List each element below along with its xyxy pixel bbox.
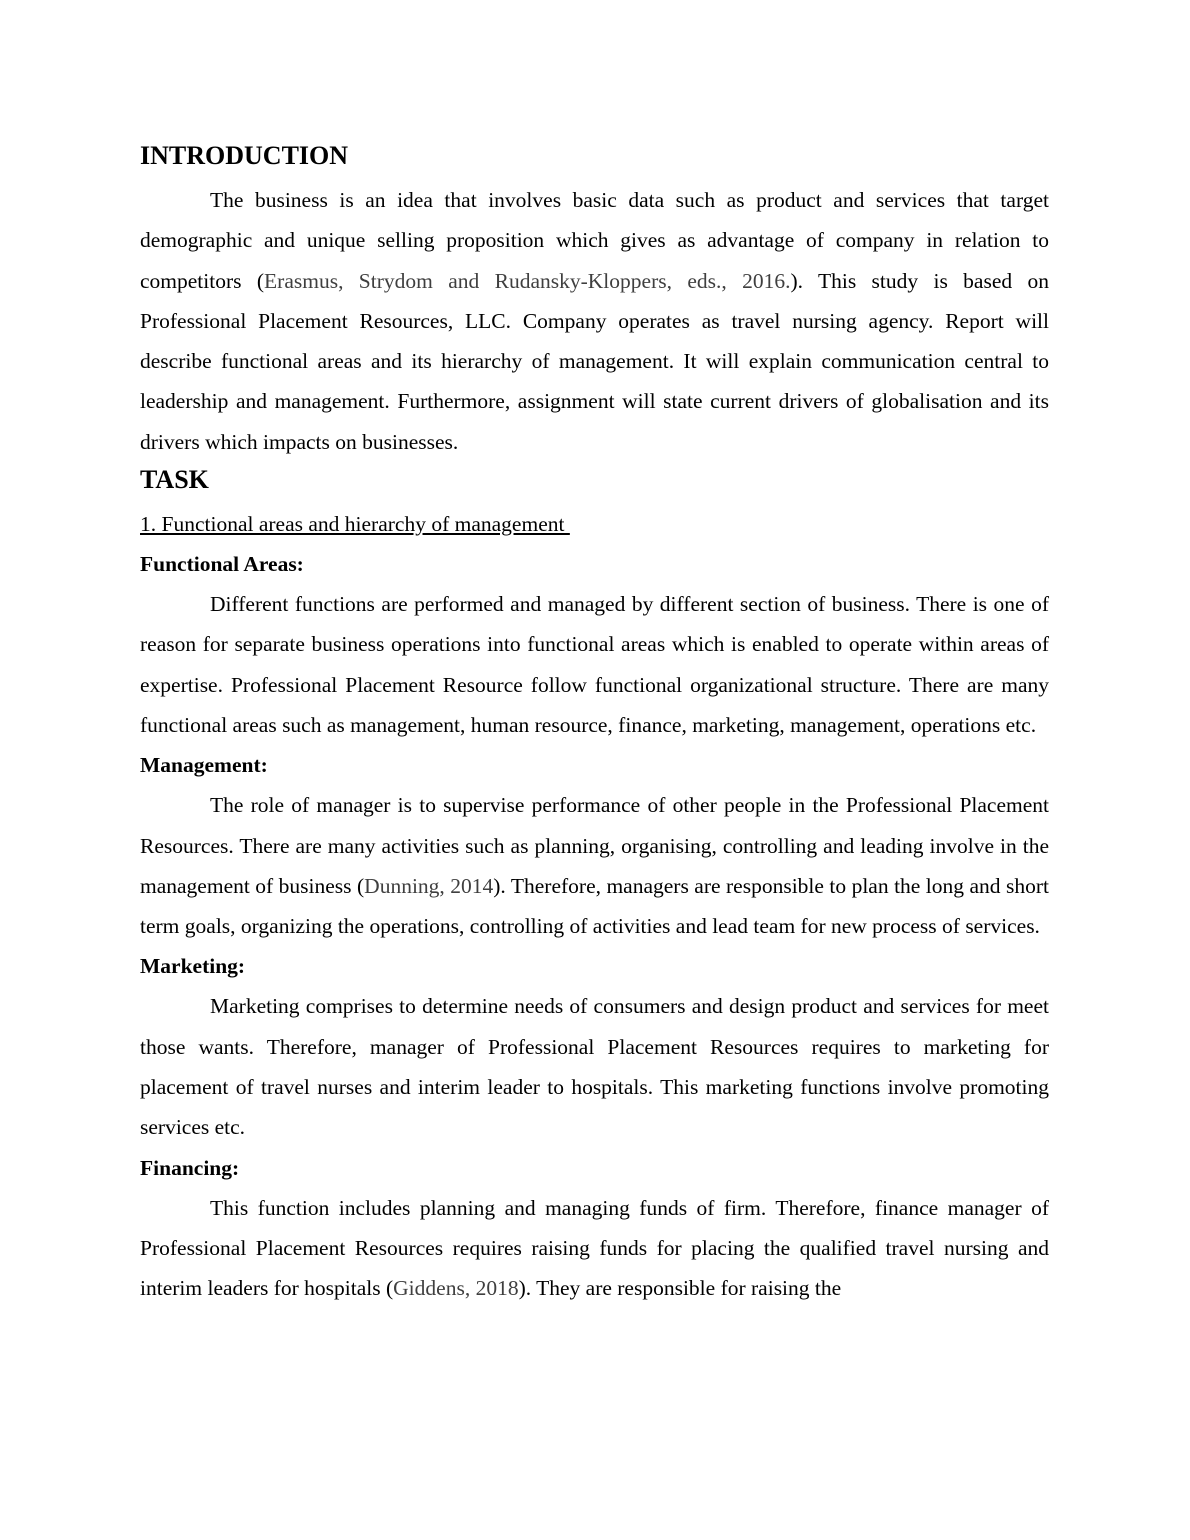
introduction-heading: INTRODUCTION <box>140 141 349 170</box>
task-subtitle: 1. Functional areas and hierarchy of management <box>140 512 570 537</box>
management-text-b: ). Therefore, managers are responsible to plan the long and short term goals, organizing the operations, controlling of activities and lead team for new process of services. <box>140 873 1049 939</box>
document-page <box>140 138 1049 1309</box>
financing-citation: Giddens, 2018 <box>393 1276 519 1301</box>
introduction-citation: Erasmus, Strydom and Rudansky-Kloppers, eds., 2016. <box>264 268 791 293</box>
functional-areas-heading: Functional Areas: <box>140 552 304 577</box>
introduction-text-a: The business is an idea that involves basic data such as product and services that target demographic and unique selling proposition which gives as advantage of company in relation to competitors ( <box>140 188 1049 293</box>
marketing-paragraph: Marketing comprises to determine needs of consumers and design product and services for meet those wants. Therefore, manager of Professional Placement Resources requires to marketing for placement of travel nurses and interim leader to hospitals. This marketing functions involve promoting services etc. <box>140 994 1049 1140</box>
introduction-text-b: ). This study is based on Professional Placement Resources, LLC. Company operates as travel nursing agency. Report will describe functional areas and its hierarchy of management. It will explain communication central to leadership and management. Furthermore, assignment will state current drivers of globalisation and its drivers which impacts on businesses. <box>140 268 1049 454</box>
management-heading: Management: <box>140 753 268 778</box>
financing-paragraph <box>140 1188 1049 1309</box>
introduction-paragraph <box>140 180 1049 462</box>
management-text-a: The role of manager is to supervise performance of other people in the Professional Placement Resources. There are many activities such as planning, organising, controlling and leading involve in the management of business ( <box>140 793 1049 898</box>
financing-text-a: This function includes planning and managing funds of firm. Therefore, finance manager of Professional Placement Resources requires raising funds for placing the qualified travel nursing and interim leaders for hospitals ( <box>140 1195 1049 1301</box>
management-citation: Dunning, 2014 <box>364 873 494 898</box>
functional-areas-paragraph: Different functions are performed and managed by different section of business. There is one of reason for separate business operations into functional areas which is enabled to operate within areas of expertise. Professional Placement Resource follow functional organizational structure. There are many functional areas such as management, human resource, finance, marketing, management, operations etc. <box>140 592 1049 737</box>
financing-heading: Financing: <box>140 1155 240 1180</box>
financing-text-b: ). They are responsible for raising the <box>518 1276 842 1301</box>
task-heading: TASK <box>140 465 209 495</box>
management-paragraph <box>140 785 1049 946</box>
marketing-heading: Marketing: <box>140 954 246 979</box>
